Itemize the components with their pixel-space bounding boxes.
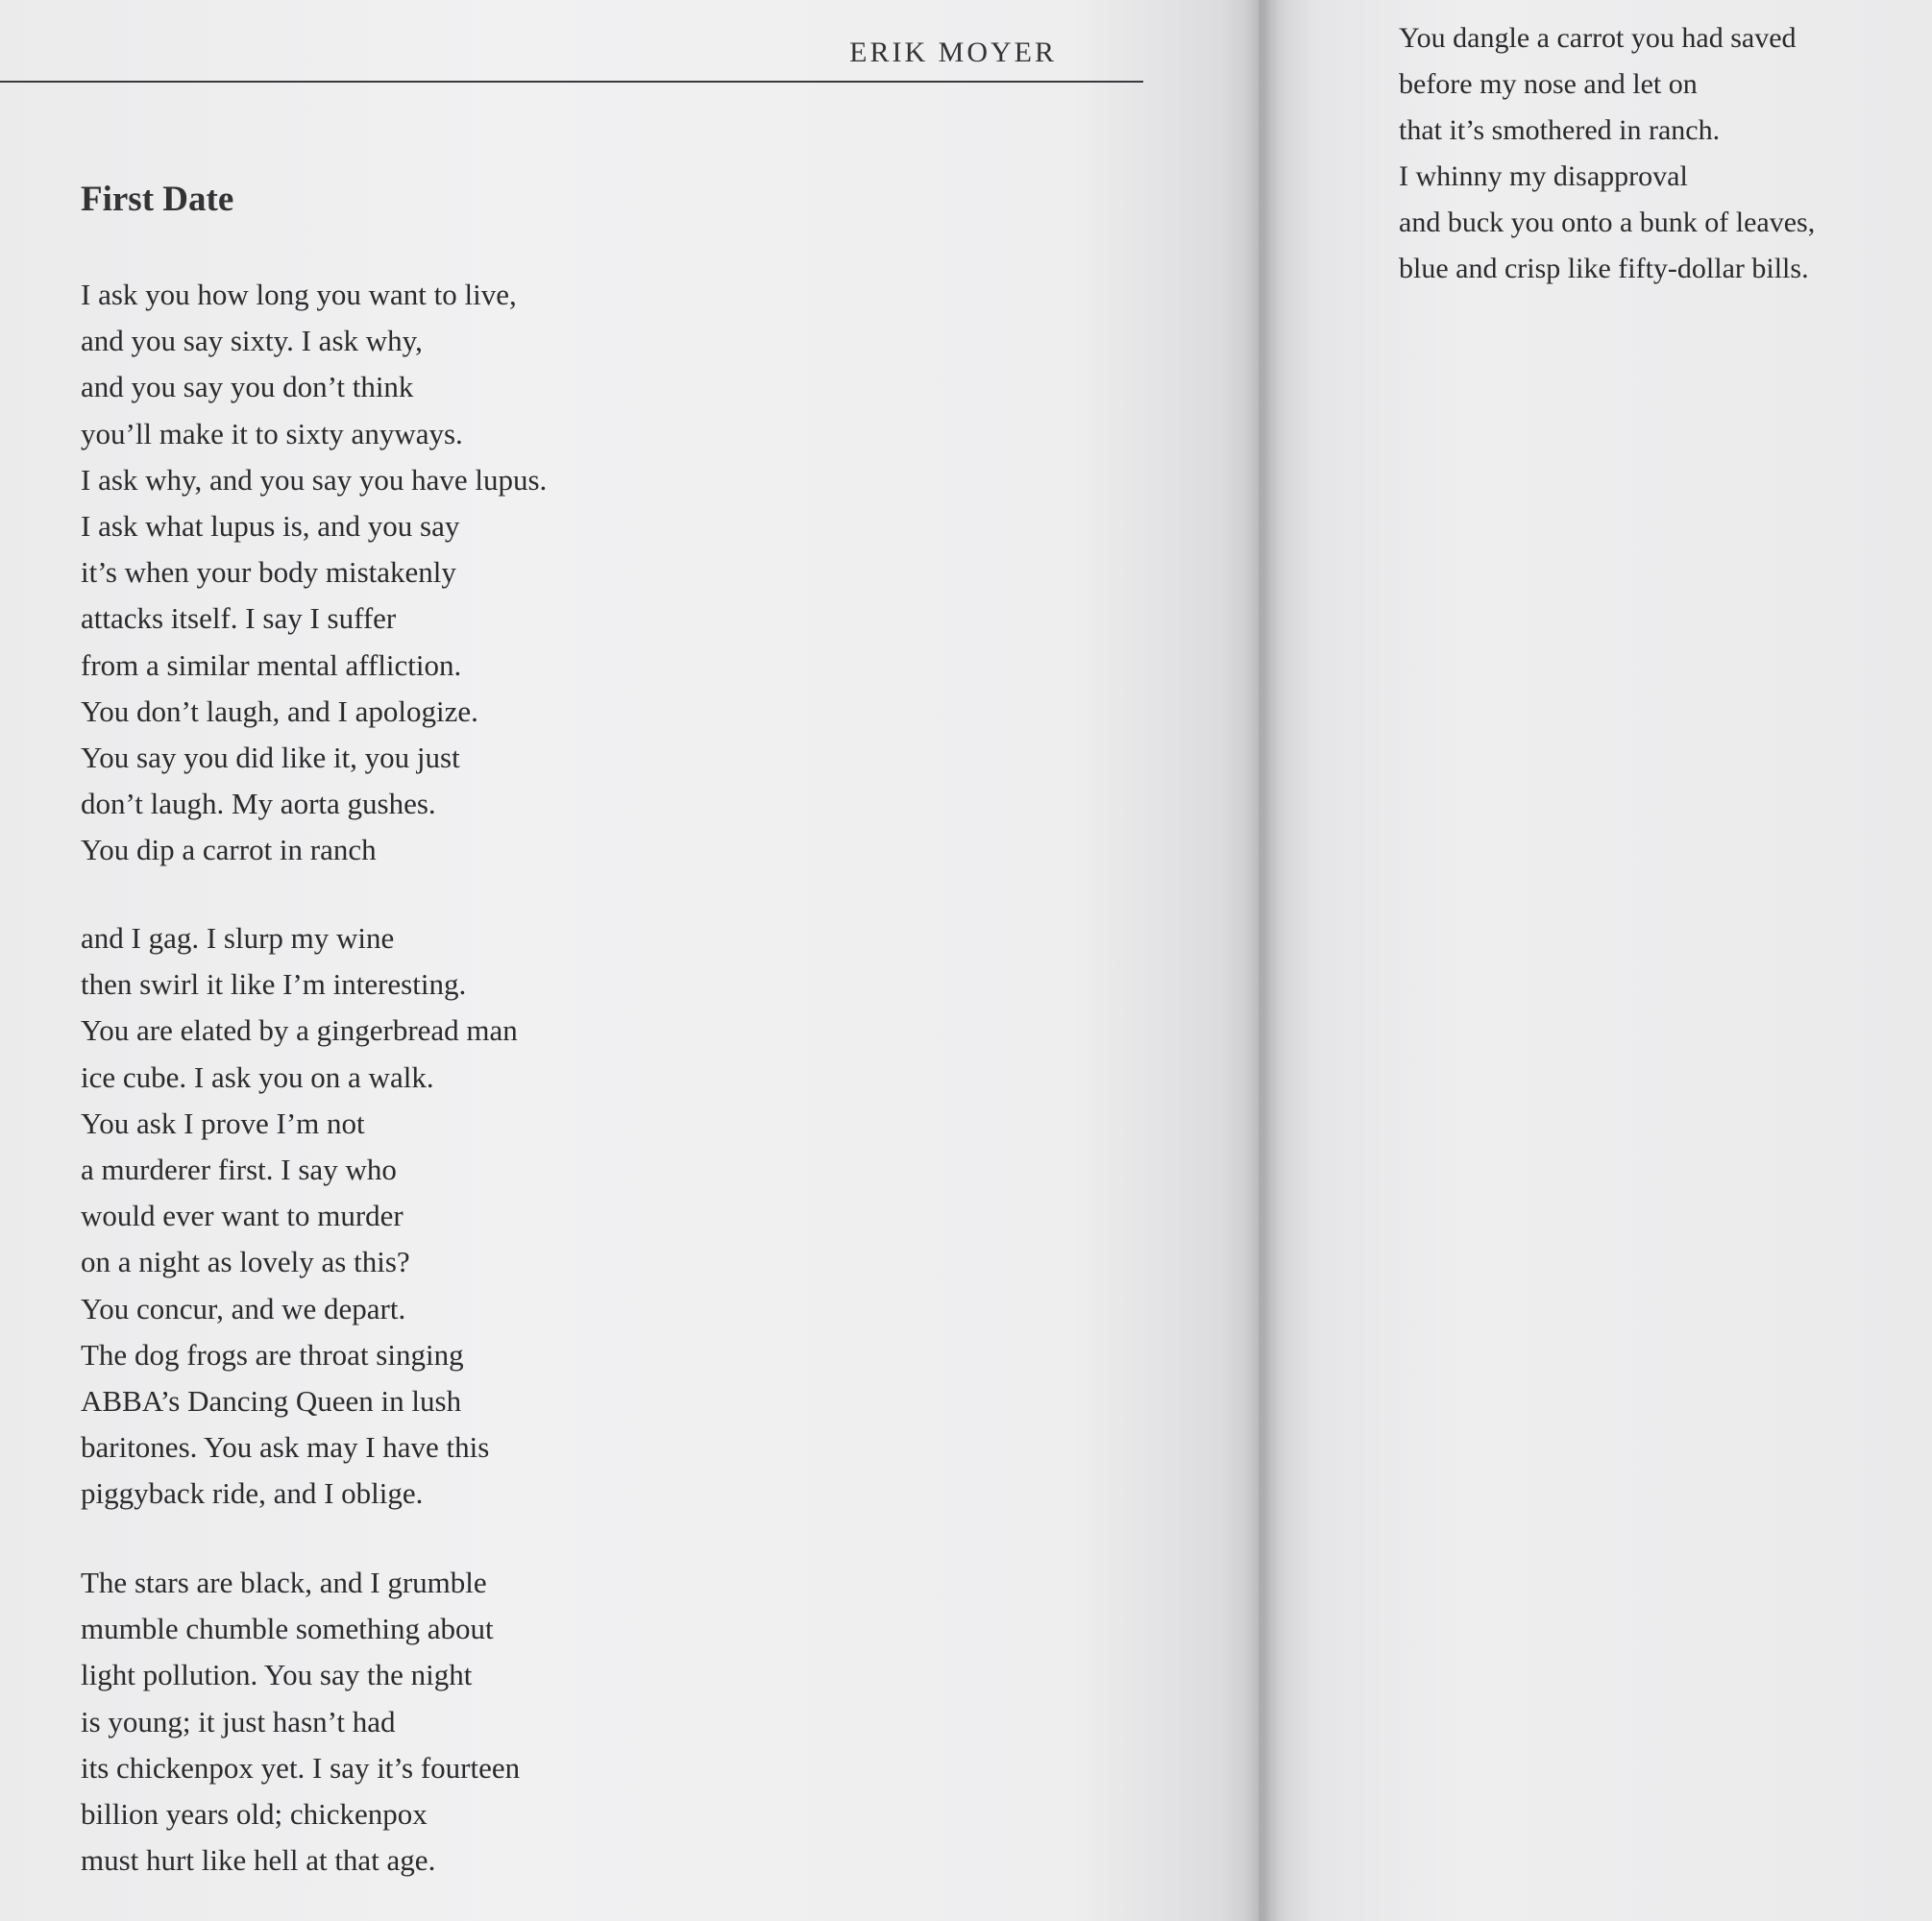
header-rule (0, 81, 1143, 83)
stanza-4 (1399, 15, 1815, 292)
poem-line: I ask why, and you say you have lupus. (81, 462, 548, 497)
poem-line: then swirl it like I’m interesting. (81, 967, 467, 1002)
poem-line: its chickenpox yet. I say it’s fourteen (81, 1750, 521, 1785)
poem-line: You are elated by a gingerbread man (81, 1013, 518, 1048)
poem-line: from a similar mental affliction. (81, 647, 462, 682)
poem-line: and you say you don’t think (81, 370, 414, 404)
poem-line: I ask what lupus is, and you say (81, 508, 460, 543)
poem-line: a murderer first. I say who (81, 1152, 397, 1186)
stanza-1 (81, 272, 547, 873)
poem-line: You ask I prove I’m not (81, 1106, 365, 1140)
running-head: ERIK MOYER (849, 36, 1057, 68)
poem-line: ABBA’s Dancing Queen in lush (81, 1383, 462, 1418)
poem-line: The dog frogs are throat singing (81, 1337, 464, 1372)
stanza-2 (81, 915, 518, 1517)
poem-line: You concur, and we depart. (81, 1291, 406, 1325)
poem-line: don’t laugh. My aorta gushes. (81, 787, 436, 821)
poem-line: You dip a carrot in ranch (81, 833, 377, 867)
poem-line: ice cube. I ask you on a walk. (81, 1059, 434, 1094)
poem-line: blue and crisp like fifty-dollar bills. (1399, 253, 1809, 284)
poem-line: would ever want to murder (81, 1199, 404, 1233)
poem-line: you’ll make it to sixty anyways. (81, 416, 463, 450)
poem-line: attacks itself. I say I suffer (81, 601, 397, 636)
poem-line: on a night as lovely as this? (81, 1245, 410, 1279)
poem-line: that it’s smothered in ranch. (1399, 114, 1721, 146)
poem-line: You say you did like it, you just (81, 740, 460, 774)
poem-line: mumble chumble something about (81, 1612, 494, 1646)
poem-line: The stars are black, and I grumble (81, 1566, 487, 1599)
poem-line: before my nose and let on (1399, 68, 1698, 100)
book-gutter (1245, 0, 1287, 1921)
poem-line: piggyback ride, and I oblige. (81, 1476, 424, 1511)
poem-line: light pollution. You say the night (81, 1658, 473, 1692)
poem-line: it’s when your body mistakenly (81, 555, 456, 590)
poem-line: You don’t laugh, and I apologize. (81, 693, 478, 728)
poem-line: You dangle a carrot you had saved (1399, 22, 1797, 54)
poem-line: billion years old; chickenpox (81, 1796, 428, 1831)
stanza-3 (81, 1560, 520, 1884)
poem-line: and I gag. I slurp my wine (81, 921, 395, 955)
poem-line: is young; it just hasn’t had (81, 1704, 396, 1739)
poem-title: First Date (81, 180, 234, 219)
poem-line: baritones. You ask may I have this (81, 1430, 490, 1465)
poem-line: and buck you onto a bunk of leaves, (1399, 207, 1816, 238)
poem-line: I whinny my disapproval (1399, 160, 1688, 192)
poem-line: I ask you how long you want to live, (81, 278, 517, 311)
poem-line: and you say sixty. I ask why, (81, 324, 423, 358)
poem-line: must hurt like hell at that age. (81, 1843, 436, 1878)
